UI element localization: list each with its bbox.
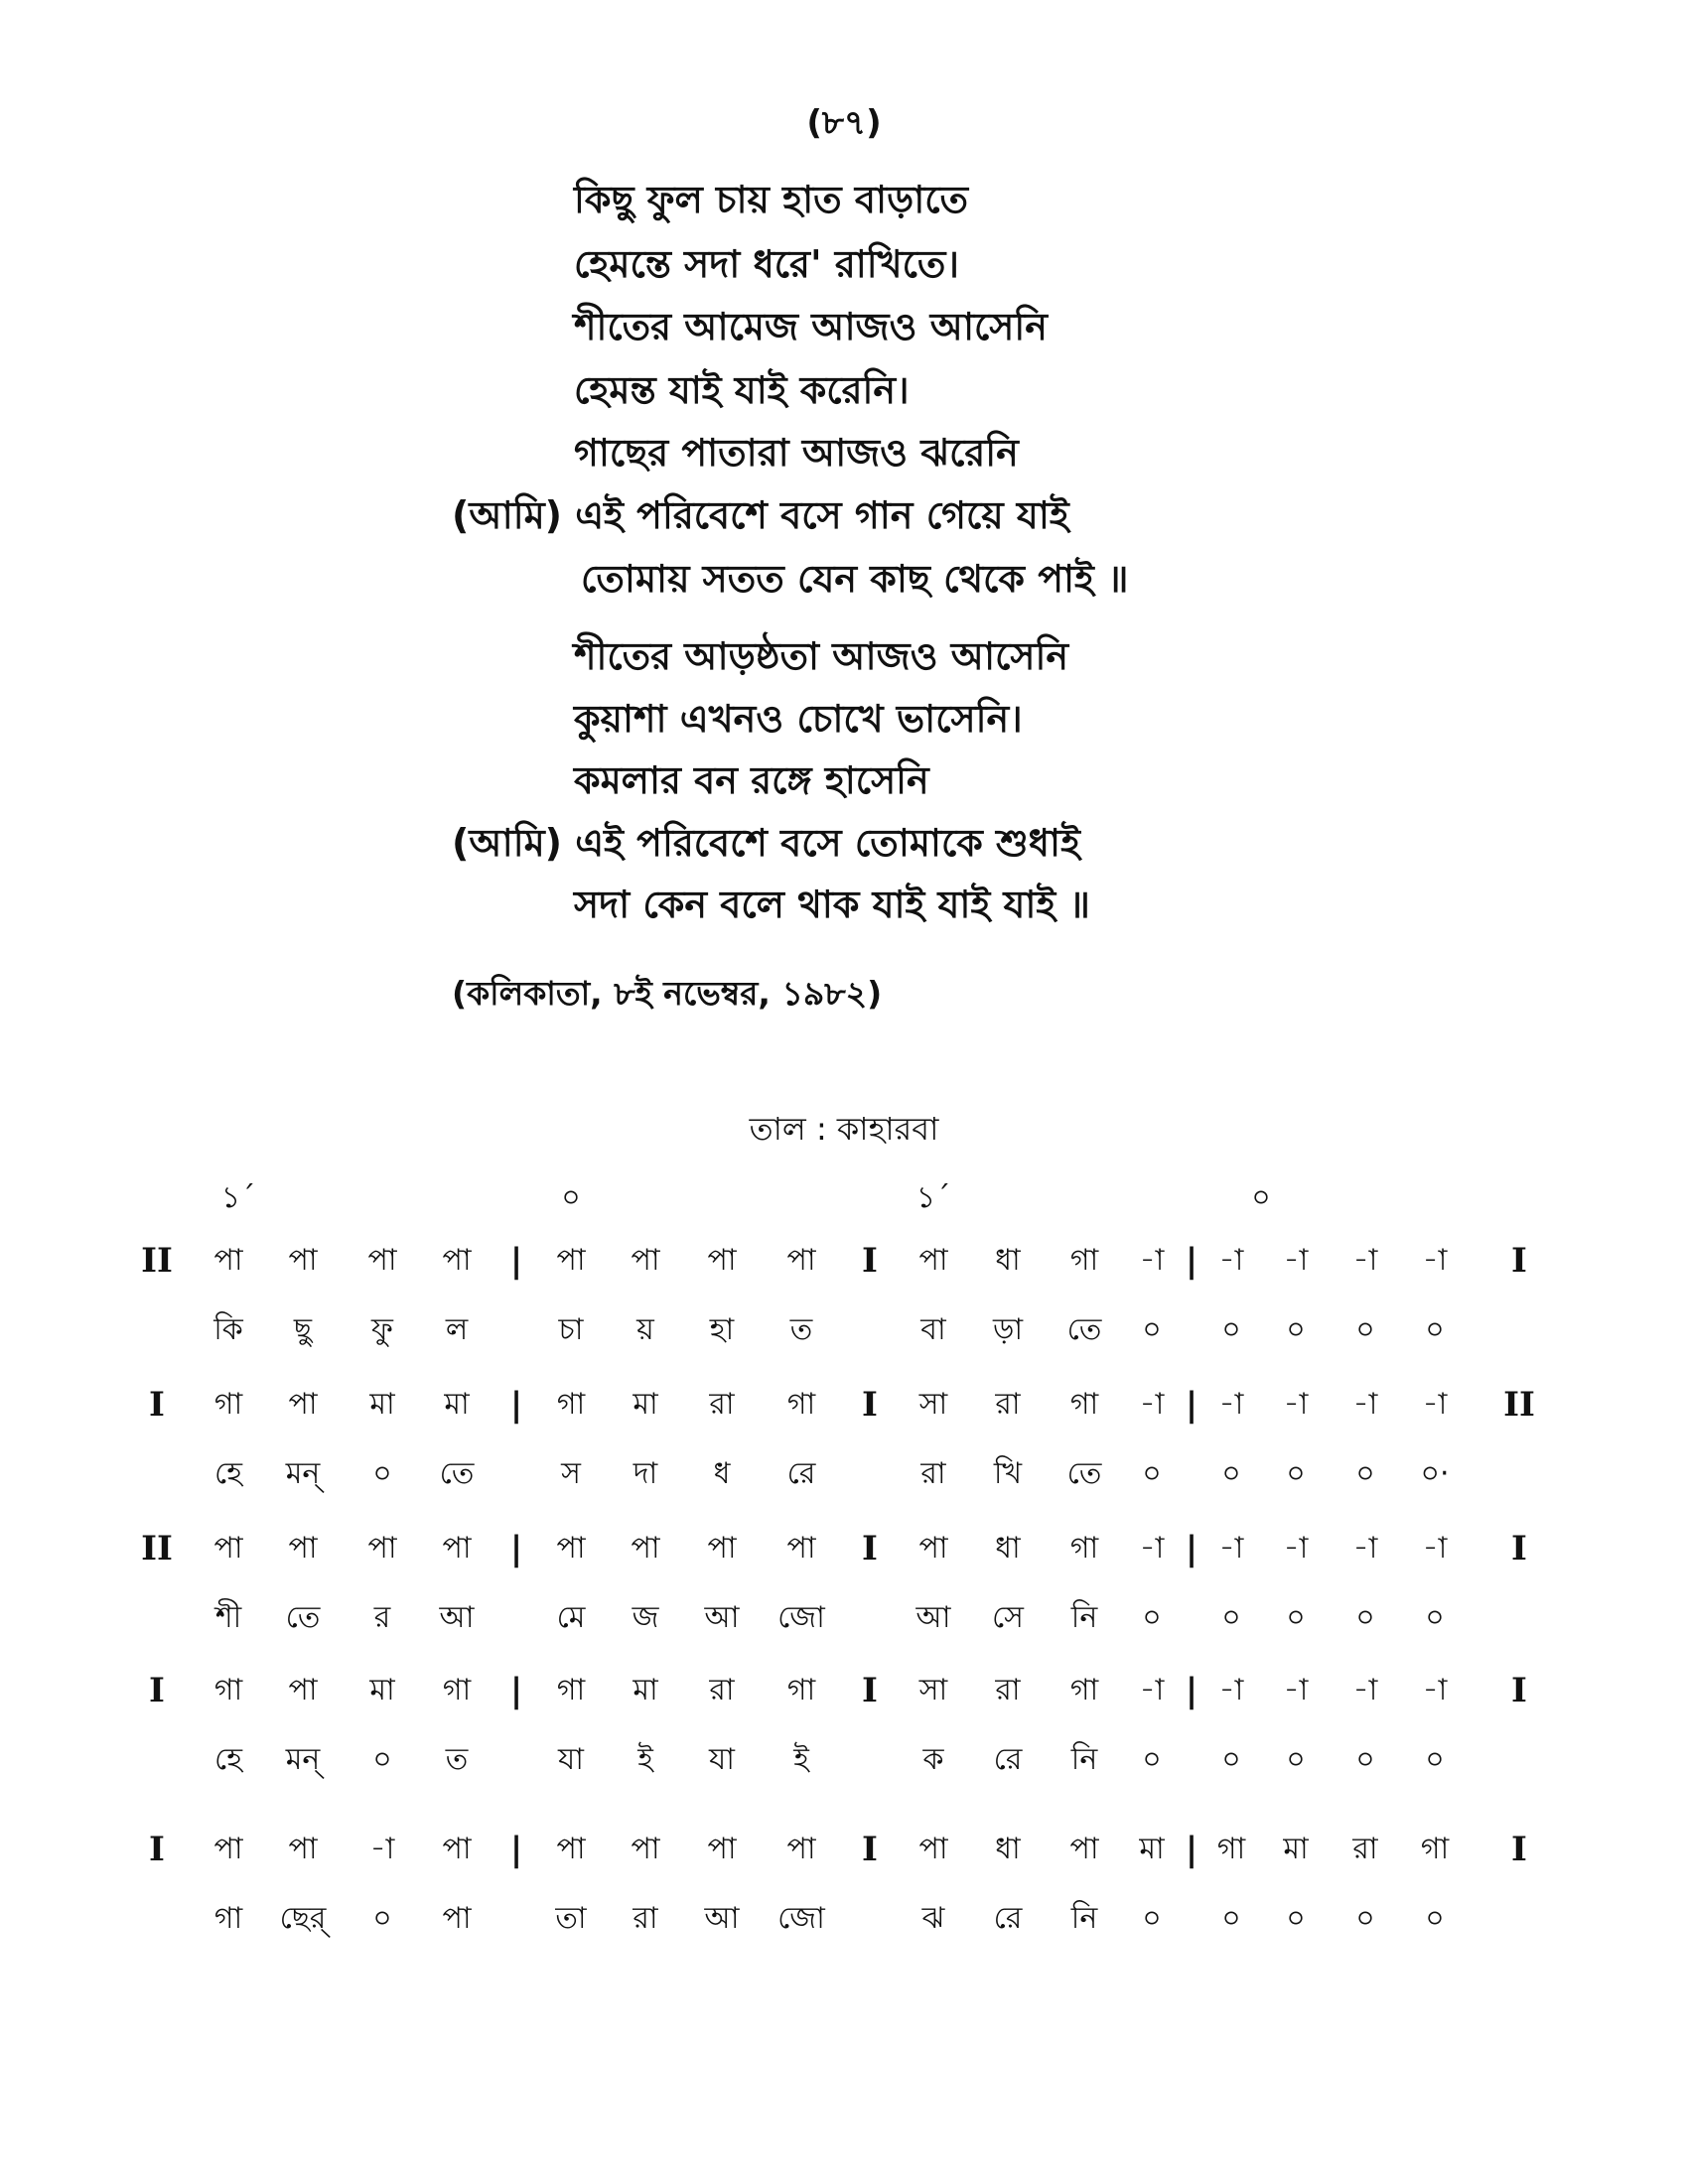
swara-note: -া [1218,1387,1244,1422]
swara-note: -া [1352,1387,1378,1422]
swara-note: -া [1422,1387,1448,1422]
swara-note: গা [1069,1531,1099,1566]
swara-note: পা [631,1531,660,1566]
swara-note: পা [786,1243,816,1278]
lyric-syllable: ০ [1221,1312,1241,1347]
lyric-syllable: ই [793,1742,809,1777]
swara-note: রা [709,1387,735,1422]
bar-line: I [862,1671,878,1710]
lyric-syllable: নি [1070,1901,1098,1936]
swara-note: -া [1283,1673,1309,1707]
verse-line: সদা কেন বলে থাক যাই যাই যাই ॥ [574,883,1090,926]
lyric-syllable: ০ [1142,1600,1162,1635]
lyric-syllable: ০ [1286,1901,1306,1936]
lyric-syllable: ০ [1286,1456,1306,1491]
swara-note: ধা [995,1832,1021,1866]
lyric-syllable: ০ [1221,1600,1241,1635]
swara-note: পা [707,1531,737,1566]
row-end-bar: I [1511,1671,1527,1710]
swara-note: সা [918,1673,948,1707]
swara-note: পা [707,1243,737,1278]
lyric-syllable: ০ [1286,1600,1306,1635]
lyric-syllable: ০· [1420,1456,1450,1491]
lyric-syllable: হা [709,1312,735,1347]
lyric-syllable: নি [1070,1600,1098,1635]
lyric-syllable: ০ [1142,1456,1162,1491]
lyric-syllable: ০ [1221,1901,1241,1936]
verse-line: তোমায় সতত যেন কাছ থেকে পাই ॥ [581,557,1129,601]
swara-note: পা [367,1531,397,1566]
swara-note: গা [1420,1832,1450,1866]
swara-note: রা [1352,1832,1378,1866]
lyric-syllable: ত [789,1312,813,1347]
swara-note: সা [918,1387,948,1422]
row-end-bar: I [1511,1529,1527,1569]
lyric-syllable: ০ [1142,1312,1162,1347]
swara-note: মা [1139,1832,1165,1866]
row-start-bar: II [141,1241,173,1281]
lyric-syllable: ধ [713,1456,731,1491]
swara-note: রা [995,1673,1021,1707]
swara-note: পা [288,1243,318,1278]
bar-line: | [509,1385,523,1425]
swara-note: মা [633,1673,658,1707]
row-start-bar: I [149,1385,165,1425]
swara-note: পা [288,1673,318,1707]
row-start-bar: I [149,1830,165,1869]
lyric-syllable: ০ [372,1456,392,1491]
lyric-syllable: রা [920,1456,946,1491]
lyric-syllable: ল [445,1312,469,1347]
swara-note: -া [1422,1673,1448,1707]
lyric-syllable: ঝ [921,1901,945,1936]
verse-line: হেমন্ত যাই যাই করেনি। [574,368,910,412]
swara-note: পা [631,1832,660,1866]
lyric-syllable: ০ [372,1742,392,1777]
lyric-syllable: আ [915,1600,951,1635]
swara-note: পা [556,1832,586,1866]
swara-note: পা [213,1243,243,1278]
swara-note: পা [213,1531,243,1566]
bar-line: | [1185,1385,1198,1425]
lyric-syllable: তা [555,1901,587,1936]
lyric-syllable: জ [632,1600,659,1635]
swara-note: পা [1069,1832,1099,1866]
bar-line: I [862,1385,878,1425]
swara-note: ধা [995,1531,1021,1566]
lyric-syllable: ই [637,1742,653,1777]
row-start-bar: I [149,1671,165,1710]
bar-line: I [862,1529,878,1569]
lyric-syllable: ০ [372,1901,392,1936]
lyric-syllable: স [561,1456,581,1491]
lyric-syllable: ০ [1286,1742,1306,1777]
swara-note: -া [1352,1531,1378,1566]
lyric-syllable: তে [1066,1456,1102,1491]
lyric-syllable: সে [992,1600,1024,1635]
verse-line: গাছের পাতারা আজও ঝরেনি [574,431,1019,475]
bar-line: | [509,1241,523,1281]
lyric-syllable: তে [1066,1312,1102,1347]
bar-line: | [509,1830,523,1869]
lyric-syllable: আ [439,1600,475,1635]
swara-note: পা [288,1387,318,1422]
row-end-bar: I [1511,1830,1527,1869]
swara-note: -া [1352,1243,1378,1278]
lyric-syllable: মন্ [285,1742,321,1777]
swara-note: -া [1139,1531,1165,1566]
lyric-syllable: কি [213,1312,243,1347]
swara-note: -া [1139,1673,1165,1707]
swara-note: রা [995,1387,1021,1422]
verse-line: কিছু ফুল চায় হাত বাড়াতে [574,178,968,221]
lyric-syllable: জো [777,1600,825,1635]
swara-note: পা [367,1243,397,1278]
swara-note: -া [1422,1243,1448,1278]
verse-line: কমলার বন রঙ্গে হাসেনি [574,758,929,802]
lyric-syllable: তে [285,1600,321,1635]
lyric-syllable: নি [1070,1742,1098,1777]
swara-note: -া [1139,1387,1165,1422]
bar-line: | [509,1671,523,1710]
verse-line: শীতের আড়ষ্ঠতা আজও আসেনি [574,634,1069,678]
bar-line: | [1185,1671,1198,1710]
swara-note: -া [1218,1531,1244,1566]
swara-note: গা [1069,1387,1099,1422]
swara-note: -া [369,1832,395,1866]
lyric-syllable: হে [214,1742,242,1777]
swara-note: পা [918,1243,948,1278]
lyric-syllable: ০ [1425,1312,1445,1347]
lyric-syllable: মে [556,1600,586,1635]
swara-note: মা [633,1387,658,1422]
verse-line: কুয়াশা এখনও চোখে ভাসেনি। [574,697,1023,741]
lyric-syllable: পা [442,1901,472,1936]
lyric-syllable: রে [993,1901,1023,1936]
swara-note: পা [556,1531,586,1566]
lyric-syllable: ক [922,1742,944,1777]
bar-line: | [1185,1241,1198,1281]
swara-note: গা [442,1673,472,1707]
lyric-syllable: ০ [1355,1742,1375,1777]
swara-note: পা [786,1531,816,1566]
lyric-syllable: আ [704,1901,740,1936]
swara-note: মা [1283,1832,1309,1866]
lyric-syllable: গা [213,1901,243,1936]
swara-note: পা [288,1832,318,1866]
lyric-syllable: বা [920,1312,946,1347]
lyric-syllable: ড়া [992,1312,1024,1347]
lyric-syllable: তে [439,1456,475,1491]
taal-heading: তাল : কাহারবা [749,1110,939,1148]
swara-note: পা [288,1531,318,1566]
lyric-syllable: ০ [1221,1742,1241,1777]
swara-note: -া [1352,1673,1378,1707]
swara-note: -া [1139,1243,1165,1278]
lyric-syllable: ০ [1221,1456,1241,1491]
beat-marker: ০ [561,1180,581,1215]
lyric-syllable: চা [558,1312,584,1347]
swara-note: গা [213,1387,243,1422]
row-end-bar: II [1503,1385,1535,1425]
lyric-syllable: ০ [1355,1901,1375,1936]
swara-note: পা [442,1531,472,1566]
lyric-syllable: দা [633,1456,658,1491]
bar-line: | [1185,1830,1198,1869]
beat-marker: ০ [1251,1180,1271,1215]
lyric-syllable: ফু [371,1312,393,1347]
swara-note: ধা [995,1243,1021,1278]
row-start-bar: II [141,1529,173,1569]
lyric-syllable: য় [636,1312,654,1347]
swara-note: -া [1283,1387,1309,1422]
swara-note: পা [707,1832,737,1866]
swara-note: গা [556,1387,586,1422]
lyric-syllable: যা [709,1742,735,1777]
lyric-syllable: ০ [1286,1312,1306,1347]
lyric-syllable: হে [214,1456,242,1491]
swara-note: মা [369,1387,395,1422]
lyric-syllable: ০ [1355,1312,1375,1347]
swara-note: গা [1069,1673,1099,1707]
lyric-syllable: ০ [1425,1600,1445,1635]
lyric-syllable: রে [786,1456,816,1491]
swara-note: পা [442,1243,472,1278]
swara-note: পা [918,1531,948,1566]
lyric-syllable: মন্ [285,1456,321,1491]
lyric-syllable: ত [445,1742,469,1777]
lyric-syllable: ০ [1142,1901,1162,1936]
lyric-syllable: ছের্ [279,1901,327,1936]
lyric-syllable: ০ [1355,1456,1375,1491]
swara-note: -া [1283,1531,1309,1566]
verse-line: হেমন্তে সদা ধরে' রাখিতে। [574,242,959,286]
bar-line: I [862,1830,878,1869]
swara-note: গা [213,1673,243,1707]
lyric-syllable: ০ [1425,1742,1445,1777]
lyric-syllable: র [373,1600,391,1635]
lyric-syllable: রে [993,1742,1023,1777]
swara-note: -া [1218,1243,1244,1278]
verse-line: (আমি) এই পরিবেশে বসে গান গেয়ে যাই [452,493,1069,537]
swara-note: পা [786,1832,816,1866]
dateline: (কলিকাতা, ৮ই নভেম্বর, ১৯৮২) [452,974,883,1013]
lyric-syllable: ছু [293,1312,313,1347]
lyric-syllable: ০ [1355,1600,1375,1635]
swara-note: গা [786,1387,816,1422]
lyric-syllable: জো [777,1901,825,1936]
swara-note: পা [213,1832,243,1866]
lyric-syllable: শী [214,1600,242,1635]
lyric-syllable: ০ [1425,1901,1445,1936]
lyric-syllable: ০ [1142,1742,1162,1777]
verse-line: (আমি) এই পরিবেশে বসে তোমাকে শুধাই [452,821,1080,865]
swara-note: -া [1422,1531,1448,1566]
bar-line: | [509,1529,523,1569]
swara-note: রা [709,1673,735,1707]
swara-note: গা [556,1673,586,1707]
swara-note: পা [442,1832,472,1866]
swara-note: গা [1216,1832,1246,1866]
page-number: (৮৭) [806,103,882,143]
row-end-bar: I [1511,1241,1527,1281]
bar-line: I [862,1241,878,1281]
beat-marker: ১´ [915,1180,951,1215]
beat-marker: ১´ [220,1180,256,1215]
verse-line: শীতের আমেজ আজও আসেনি [574,305,1048,348]
swara-note: পা [918,1832,948,1866]
swara-note: গা [786,1673,816,1707]
swara-note: পা [631,1243,660,1278]
lyric-syllable: খি [993,1456,1023,1491]
swara-note: পা [556,1243,586,1278]
swara-note: মা [444,1387,470,1422]
swara-note: গা [1069,1243,1099,1278]
bar-line: | [1185,1529,1198,1569]
swara-note: মা [369,1673,395,1707]
swara-note: -া [1283,1243,1309,1278]
lyric-syllable: রা [633,1901,658,1936]
lyric-syllable: আ [704,1600,740,1635]
lyric-syllable: যা [558,1742,584,1777]
swara-note: -া [1218,1673,1244,1707]
